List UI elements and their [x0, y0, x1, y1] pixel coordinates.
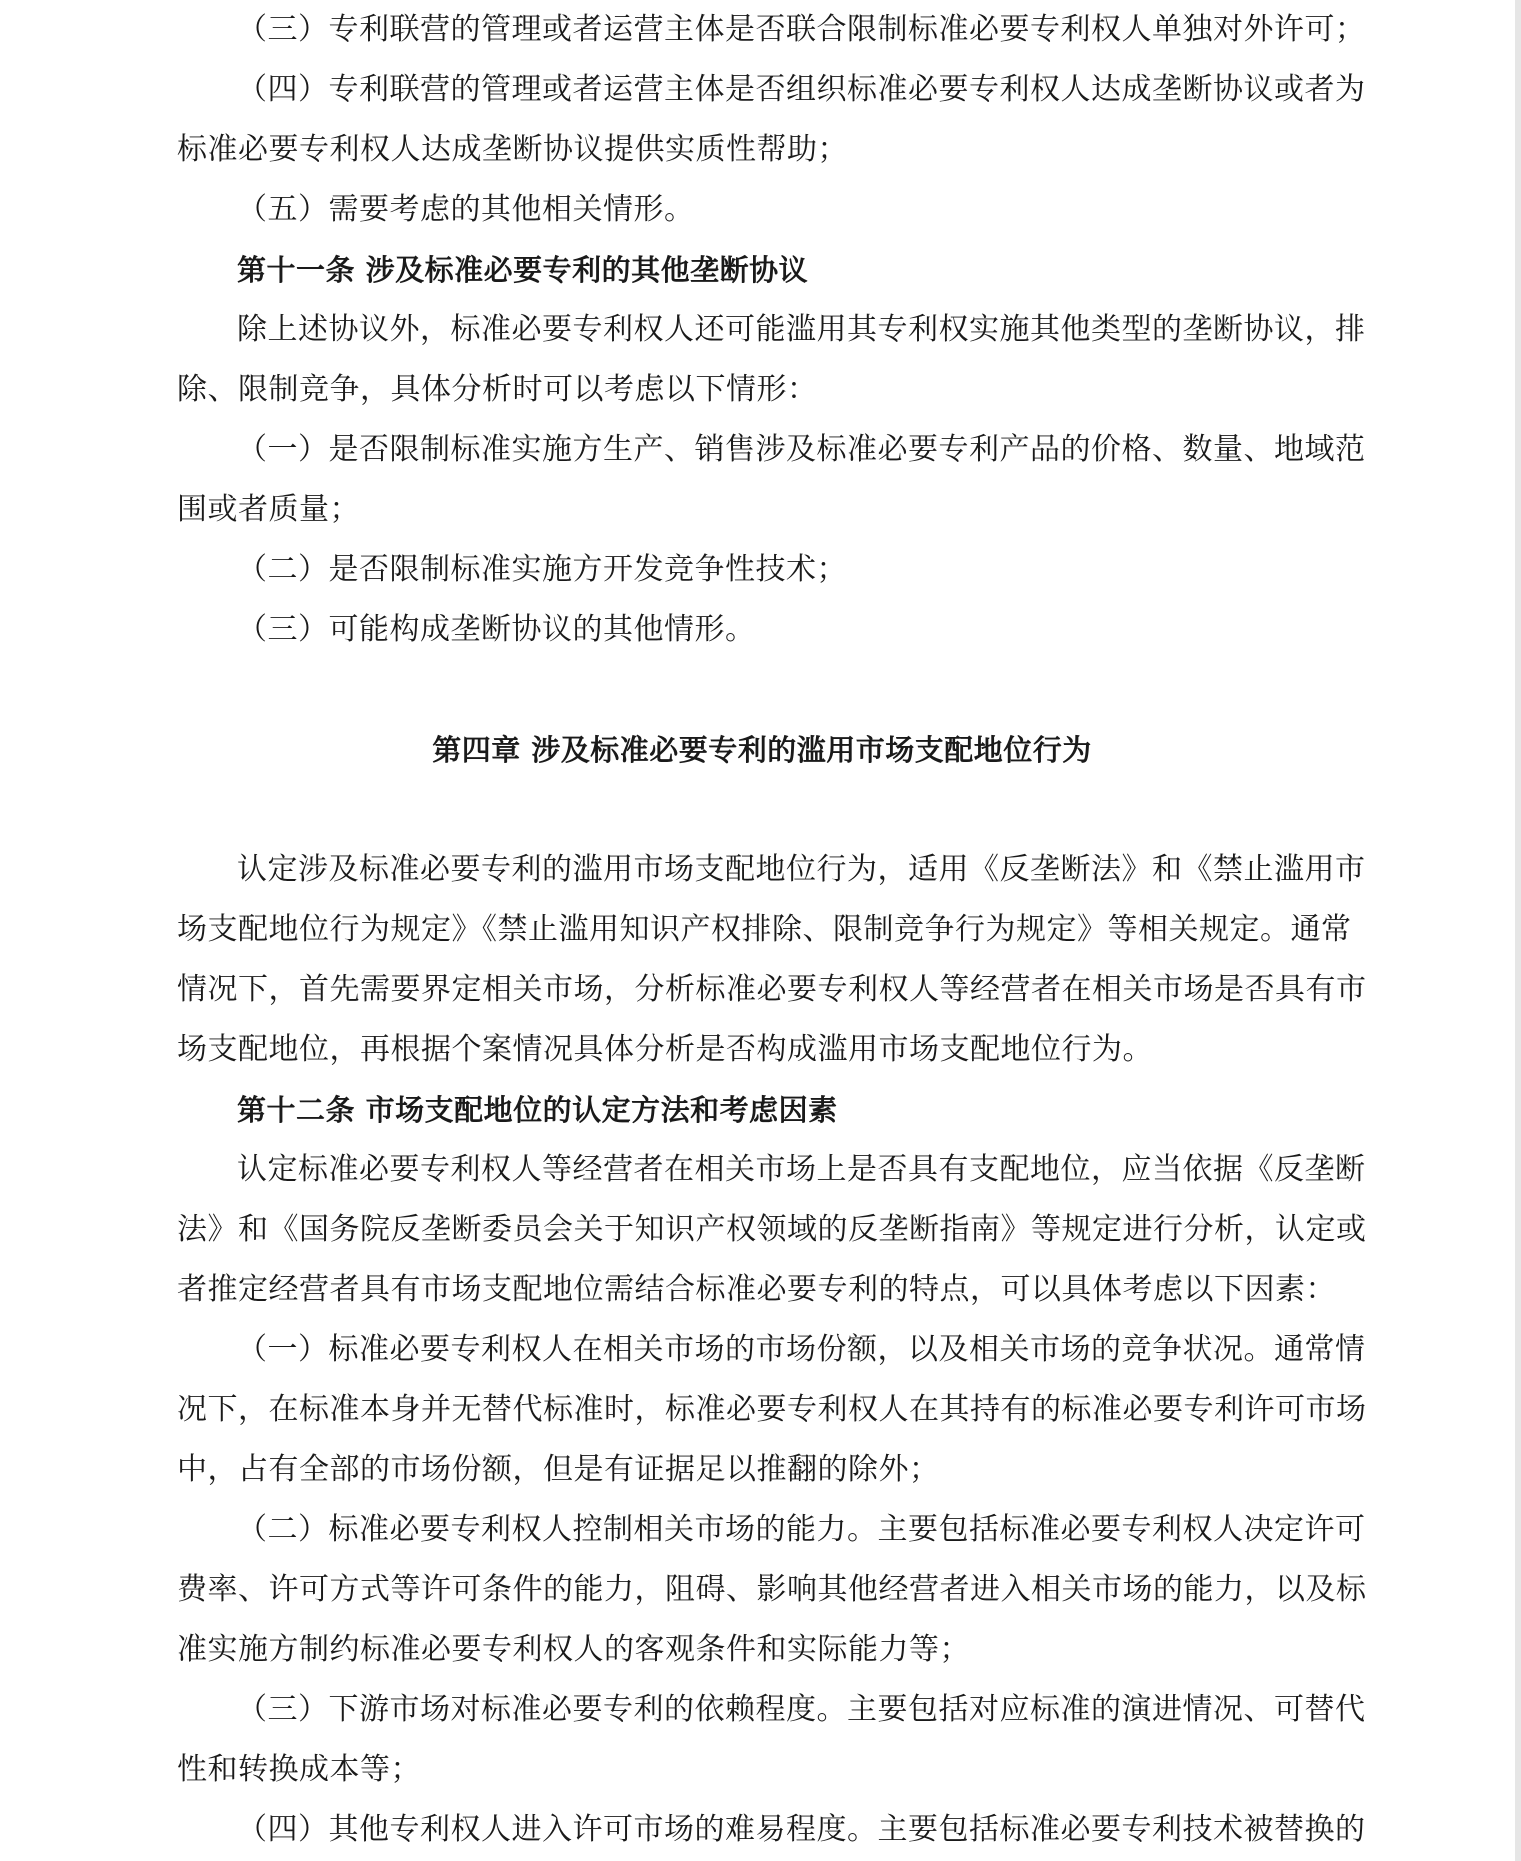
paragraph-line: 中，占有全部的市场份额，但是有证据足以推翻的除外；: [177, 1452, 940, 1487]
paragraph-line: 场支配地位行为规定》《禁止滥用知识产权排除、限制竞争行为规定》等相关规定。通常: [177, 912, 1352, 947]
paragraph-line: （三）可能构成垄断协议的其他情形。: [237, 612, 756, 647]
paragraph-line: 除上述协议外，标准必要专利权人还可能滥用其专利权实施其他类型的垄断协议，排: [237, 312, 1366, 347]
paragraph-line: 认定涉及标准必要专利的滥用市场支配地位行为，适用《反垄断法》和《禁止滥用市: [237, 852, 1366, 887]
paragraph-line: 除、限制竞争，具体分析时可以考虑以下情形：: [177, 372, 818, 407]
paragraph-line: 者推定经营者具有市场支配地位需结合标准必要专利的特点，可以具体考虑以下因素：: [177, 1272, 1336, 1307]
article-heading-11: 第十一条 涉及标准必要专利的其他垄断协议: [237, 253, 809, 287]
paragraph-line: （一）标准必要专利权人在相关市场的市场份额，以及相关市场的竞争状况。通常情: [237, 1332, 1366, 1367]
article-heading-12: 第十二条 市场支配地位的认定方法和考虑因素: [237, 1093, 838, 1127]
spacer: [177, 780, 1347, 840]
paragraph-line: 性和转换成本等；: [177, 1752, 421, 1787]
paragraph-line: 标准必要专利权人达成垄断协议提供实质性帮助；: [177, 132, 848, 167]
paragraph-line: （二）是否限制标准实施方开发竞争性技术；: [237, 552, 847, 587]
document-body: [177, 0, 1367, 1860]
paragraph-line: （三）专利联营的管理或者运营主体是否联合限制标准必要专利权人单独对外许可；: [237, 12, 1366, 47]
chapter-title: 第四章 涉及标准必要专利的滥用市场支配地位行为: [432, 733, 1092, 767]
paragraph-line: 场支配地位，再根据个案情况具体分析是否构成滥用市场支配地位行为。: [177, 1032, 1153, 1067]
paragraph-line: 认定标准必要专利权人等经营者在相关市场上是否具有支配地位，应当依据《反垄断: [237, 1152, 1366, 1187]
paragraph-line: 费率、许可方式等许可条件的能力，阻碍、影响其他经营者进入相关市场的能力，以及标: [177, 1572, 1367, 1607]
paragraph-line: （五）需要考虑的其他相关情形。: [237, 192, 695, 227]
paragraph-line: （三）下游市场对标准必要专利的依赖程度。主要包括对应标准的演进情况、可替代: [237, 1692, 1366, 1727]
paragraph-line: （一）是否限制标准实施方生产、销售涉及标准必要专利产品的价格、数量、地域范: [237, 432, 1366, 467]
paragraph-line: （二）标准必要专利权人控制相关市场的能力。主要包括标准必要专利权人决定许可: [237, 1512, 1366, 1547]
page-edge-divider: [1515, 0, 1521, 1861]
paragraph-line: （四）专利联营的管理或者运营主体是否组织标准必要专利权人达成垄断协议或者为: [237, 72, 1366, 107]
spacer: [177, 660, 1347, 720]
paragraph-line: 准实施方制约标准必要专利权人的客观条件和实际能力等；: [177, 1632, 970, 1667]
paragraph-line: 法》和《国务院反垄断委员会关于知识产权领域的反垄断指南》等规定进行分析，认定或: [177, 1212, 1367, 1247]
paragraph-line: 围或者质量；: [177, 492, 360, 527]
paragraph-line: 情况下，首先需要界定相关市场，分析标准必要专利权人等经营者在相关市场是否具有市: [177, 972, 1367, 1007]
paragraph-line: 况下，在标准本身并无替代标准时，标准必要专利权人在其持有的标准必要专利许可市场: [177, 1392, 1367, 1427]
paragraph-line: （四）其他专利权人进入许可市场的难易程度。主要包括标准必要专利技术被替换的: [237, 1812, 1366, 1847]
